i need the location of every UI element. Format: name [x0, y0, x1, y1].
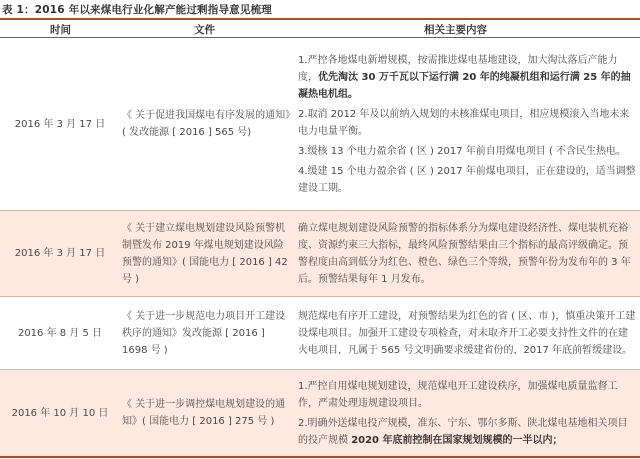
table-row — [0, 370, 640, 456]
content-paragraph: 确立煤电规划建设风险预警的指标体系分为煤电建设经济性、煤电装机充裕度、资源约束三大指标，最终风险预警结果由三个指标的最高评级确定。预警程度由高到低分为红色、橙色、绿色三个等级，预警年份为发布年的 3 年后。预警结果每年 1 月发布。 — [298, 222, 631, 285]
content-cell — [298, 38, 636, 210]
content-paragraph: 2.取消 2012 年及以前纳入规划的未核准煤电项目，相应规模滚入当地未来电力电量平衡。 — [298, 108, 630, 137]
content-paragraph: 3.缓核 13 个电力盈余省 ( 区 ) 2017 年前自用煤电项目 ( 不含民生热电。 — [298, 145, 627, 157]
content-paragraph: 4.缓建 15 个电力盈余省 ( 区 ) 2017 年前煤电项目，正在建设的，适当调整建设工期。 — [298, 165, 636, 194]
document-text: 《 关于进一步规范电力项目开工建设秩序的通知》发改能源 [ 2016 ] 1698 号 ) — [122, 310, 286, 356]
table-header — [0, 20, 640, 37]
time-text: 2016 年 8 月 5 日 — [17, 327, 103, 339]
document-cell — [122, 211, 292, 296]
table-row — [0, 38, 640, 210]
time-text: 2016 年 3 月 17 日 — [14, 118, 106, 130]
content-paragraph: 1.严控各地煤电新增规模，按需推进煤电基地建设，加大淘汰落后产能力度，优先淘汰 30 万千瓦以下运行满 20 年的纯凝机组和运行满 25 年的抽凝热电机组。 — [298, 54, 631, 100]
table-bottom-rule — [0, 456, 640, 458]
time-cell — [0, 38, 120, 210]
table-row — [0, 211, 640, 296]
time-text: 2016 年 10 月 10 日 — [11, 407, 109, 419]
table-caption: 表 1：2016 年以来煤电行业化解产能过剩指导意见梳理 — [2, 4, 272, 16]
table-row — [0, 297, 640, 369]
document-text: 《 关于促进我国煤电有序发展的通知》( 发改能源 [ 2016 ] 565 号) — [122, 110, 291, 138]
header-document: 文件 — [194, 24, 215, 36]
time-cell — [0, 211, 120, 296]
document-text: 《 关于进一步调控煤电规划建设的通知》( 国能电力 [ 2016 ] 275 号 ) — [122, 399, 286, 427]
content-paragraph: 2.明确外送煤电投产规模，准东、宁东、鄂尔多斯、陕北煤电基地相关项目的投产规模 2020 年底前控制在国家规划规模的一半以内； — [298, 417, 628, 446]
header-time: 时间 — [50, 24, 71, 36]
content-cell — [298, 297, 636, 369]
time-cell — [0, 297, 120, 369]
header-content: 相关主要内容 — [424, 24, 487, 36]
time-text: 2016 年 3 月 17 日 — [14, 248, 106, 259]
content-paragraph: 1.严控自用煤电规划建设，规范煤电开工建设秩序，加强煤电质量监督工作，严肃处理违规建设项目。 — [298, 380, 618, 409]
document-cell — [122, 370, 292, 456]
document-cell — [122, 38, 292, 210]
content-paragraph: 规范煤电有序开工建设，对预警结果为红色的省 ( 区、市 )，慎重决策开工建设煤电项目。加强开工建设专项检查，对未取齐开工必要支持性文件的在建火电项目，凡属于 565 号文明确要求缓建省份的，2017 年底前暂缓建设。 — [298, 310, 636, 356]
time-cell — [0, 370, 120, 456]
document-text: 《 关于建立煤电规划建设风险预警机制暨发布 2019 年煤电规划建设风险预警的通知》( 国能电力 [ 2016 ] 42 号 ) — [122, 222, 288, 285]
document-cell — [122, 297, 292, 369]
content-cell — [298, 370, 636, 456]
content-cell — [298, 211, 636, 296]
